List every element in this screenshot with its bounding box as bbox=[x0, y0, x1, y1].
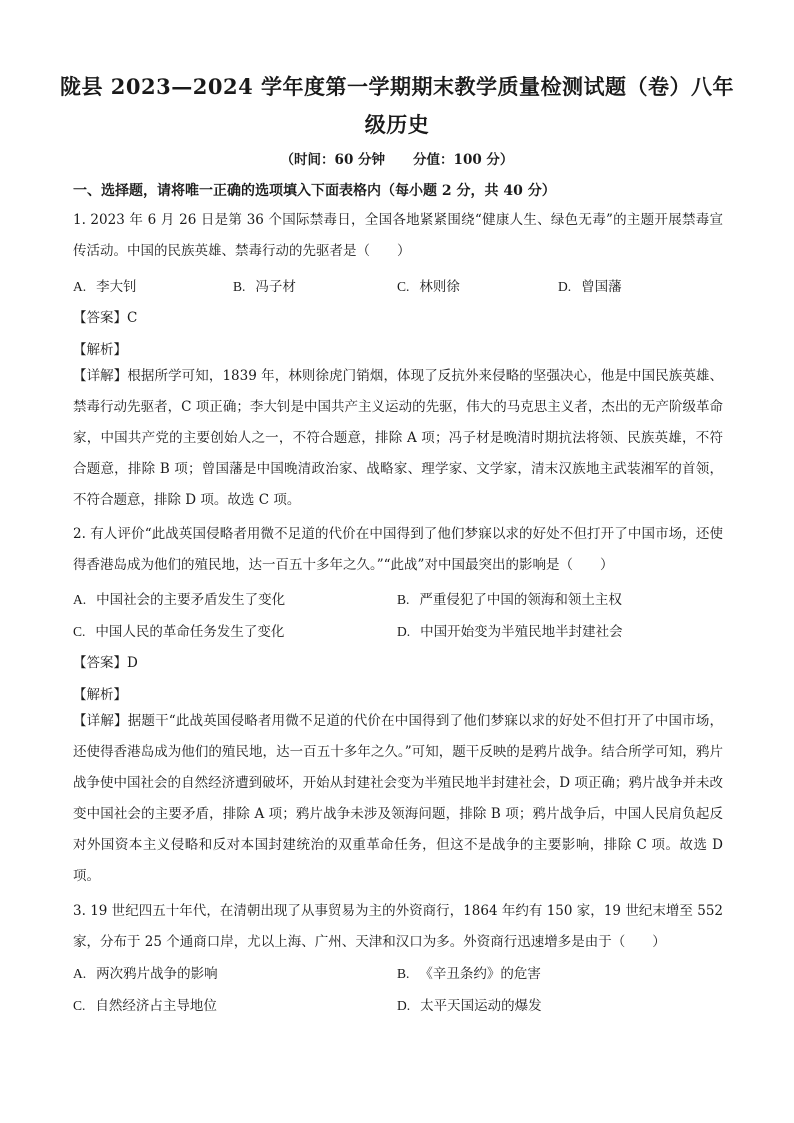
q2-option-b-letter: B. bbox=[397, 592, 410, 607]
q2-detail-tag: 【详解】 bbox=[73, 713, 128, 729]
exam-subtitle bbox=[60, 148, 734, 168]
q1-option-c bbox=[397, 275, 460, 295]
q2-option-a-letter: A. bbox=[73, 592, 87, 607]
q3-option-a bbox=[73, 962, 218, 982]
time-limit: （时间：60 分钟 bbox=[280, 152, 386, 168]
q3-option-b-letter: B. bbox=[397, 966, 410, 981]
title-line-1: 陇县 2023—2024 学年度第一学期期末教学质量检测试题（卷）八年 bbox=[60, 74, 735, 99]
q2-option-b bbox=[397, 588, 622, 608]
q1-option-b bbox=[233, 275, 296, 295]
q3-option-c-text: 自然经济占主导地位 bbox=[95, 998, 217, 1014]
question-1-stem: 1. 2023 年 6 月 26 日是第 36 个国际禁毒日，全国各地紧紧围绕“健康人生、绿色无毒”的主题开展禁毒宣传活动。中国的民族英雄、禁毒行动的先驱者是（ ） bbox=[73, 212, 723, 259]
q1-answer bbox=[73, 306, 137, 326]
q1-answer-value: C bbox=[127, 310, 138, 326]
q3-option-d-letter: D. bbox=[397, 998, 411, 1013]
q2-option-c-letter: C. bbox=[73, 624, 86, 639]
section-heading: 一、选择题，请将唯一正确的选项填入下面表格内（每小题 2 分，共 40 分） bbox=[73, 183, 556, 199]
title-line-2: 级历史 bbox=[364, 112, 430, 137]
q3-option-b bbox=[397, 962, 541, 982]
q2-answer bbox=[73, 651, 138, 671]
q1-answer-tag: 【答案】 bbox=[73, 310, 127, 326]
question-2-stem: 2. 有人评价“此战英国侵略者用微不足道的代价在中国得到了他们梦寐以求的好处不但打开了中国市场，还使得香港岛成为他们的殖民地，达一百五十多年之久。”“此战”对中国最突出的影响是（ ） bbox=[73, 526, 723, 573]
q3-option-d bbox=[397, 994, 542, 1014]
q2-option-a-text: 中国社会的主要矛盾发生了变化 bbox=[96, 592, 286, 608]
q1-option-c-text: 林则徐 bbox=[419, 279, 460, 295]
q2-analysis-tag: 【解析】 bbox=[73, 687, 127, 703]
q2-answer-value: D bbox=[127, 655, 138, 671]
q1-analysis-tag: 【解析】 bbox=[73, 342, 127, 358]
q1-option-d-letter: D. bbox=[558, 279, 572, 294]
q3-option-b-text: 《辛丑条约》的危害 bbox=[419, 966, 541, 982]
q2-option-c-text: 中国人民的革命任务发生了变化 bbox=[95, 624, 285, 640]
exam-title bbox=[60, 68, 734, 144]
q1-option-c-letter: C. bbox=[397, 279, 410, 294]
q1-option-d bbox=[558, 275, 622, 295]
q2-option-d-letter: D. bbox=[397, 624, 411, 639]
q2-option-c bbox=[73, 620, 284, 640]
q1-option-a bbox=[73, 275, 137, 295]
q1-option-a-text: 李大钊 bbox=[96, 279, 137, 295]
q2-option-a bbox=[73, 588, 285, 608]
q2-detail bbox=[73, 706, 723, 892]
q1-detail-text: 根据所学可知，1839 年，林则徐虎门销烟，体现了反抗外来侵略的坚强决心，他是中国民族英雄、禁毒行动先驱者，C 项正确；李大钊是中国共产主义运动的先驱，伟大的马克思主义者，杰出的无产阶级革命家，中国共产党的主要创始人之一，不符合题意，排除 A 项；冯子材是晚清时期抗法将领、民族英雄，不符合题意，排除 B 项；曾国藩是中国晚清政治家、战略家、理学家、文学家，清末汉族地主武装湘军的首领，不符合题意，排除 D 项。故选 C 项。 bbox=[73, 368, 723, 508]
q3-option-c bbox=[73, 994, 217, 1014]
q1-option-a-letter: A. bbox=[73, 279, 87, 294]
q3-option-c-letter: C. bbox=[73, 998, 86, 1013]
q1-detail bbox=[73, 361, 723, 516]
q1-option-b-text: 冯子材 bbox=[255, 279, 296, 295]
q2-option-b-text: 严重侵犯了中国的领海和领土主权 bbox=[419, 592, 622, 608]
q2-option-d-text: 中国开始变为半殖民地半封建社会 bbox=[420, 624, 623, 640]
q3-option-a-text: 两次鸦片战争的影响 bbox=[96, 966, 218, 982]
q3-option-a-letter: A. bbox=[73, 966, 87, 981]
q3-option-d-text: 太平天国运动的爆发 bbox=[420, 998, 542, 1014]
q2-option-d bbox=[397, 620, 623, 640]
q2-detail-text: 据题干“此战英国侵略者用微不足道的代价在中国得到了他们梦寐以求的好处不但打开了中国市场，还使得香港岛成为他们的殖民地，达一百五十多年之久。”可知，题干反映的是鸦片战争。结合所学可知，鸦片战争使中国社会的自然经济遭到破坏，开始从封建社会变为半殖民地半封建社会，D 项正确；鸦片战争并未改变中国社会的主要矛盾，排除 A 项；鸦片战争未涉及领海问题，排除 B 项；鸦片战争后，中国人民肩负起反对外国资本主义侵略和反对本国封建统治的双重革命任务，但这不是战争的主要影响，排除 C 项。故选 D 项。 bbox=[73, 713, 723, 884]
question-3-stem: 3. 19 世纪四五十年代，在清朝出现了从事贸易为主的外资商行，1864 年约有 150 家，19 世纪末增至 552 家，分布于 25 个通商口岸，尤以上海、广州、天津和汉口为多。外资商行迅速增多是由于（ ） bbox=[73, 903, 723, 950]
q1-option-b-letter: B. bbox=[233, 279, 246, 294]
total-score: 分值：100 分） bbox=[413, 152, 514, 168]
q2-answer-tag: 【答案】 bbox=[73, 655, 127, 671]
q1-detail-tag: 【详解】 bbox=[73, 368, 128, 384]
q1-option-d-text: 曾国藩 bbox=[581, 279, 622, 295]
